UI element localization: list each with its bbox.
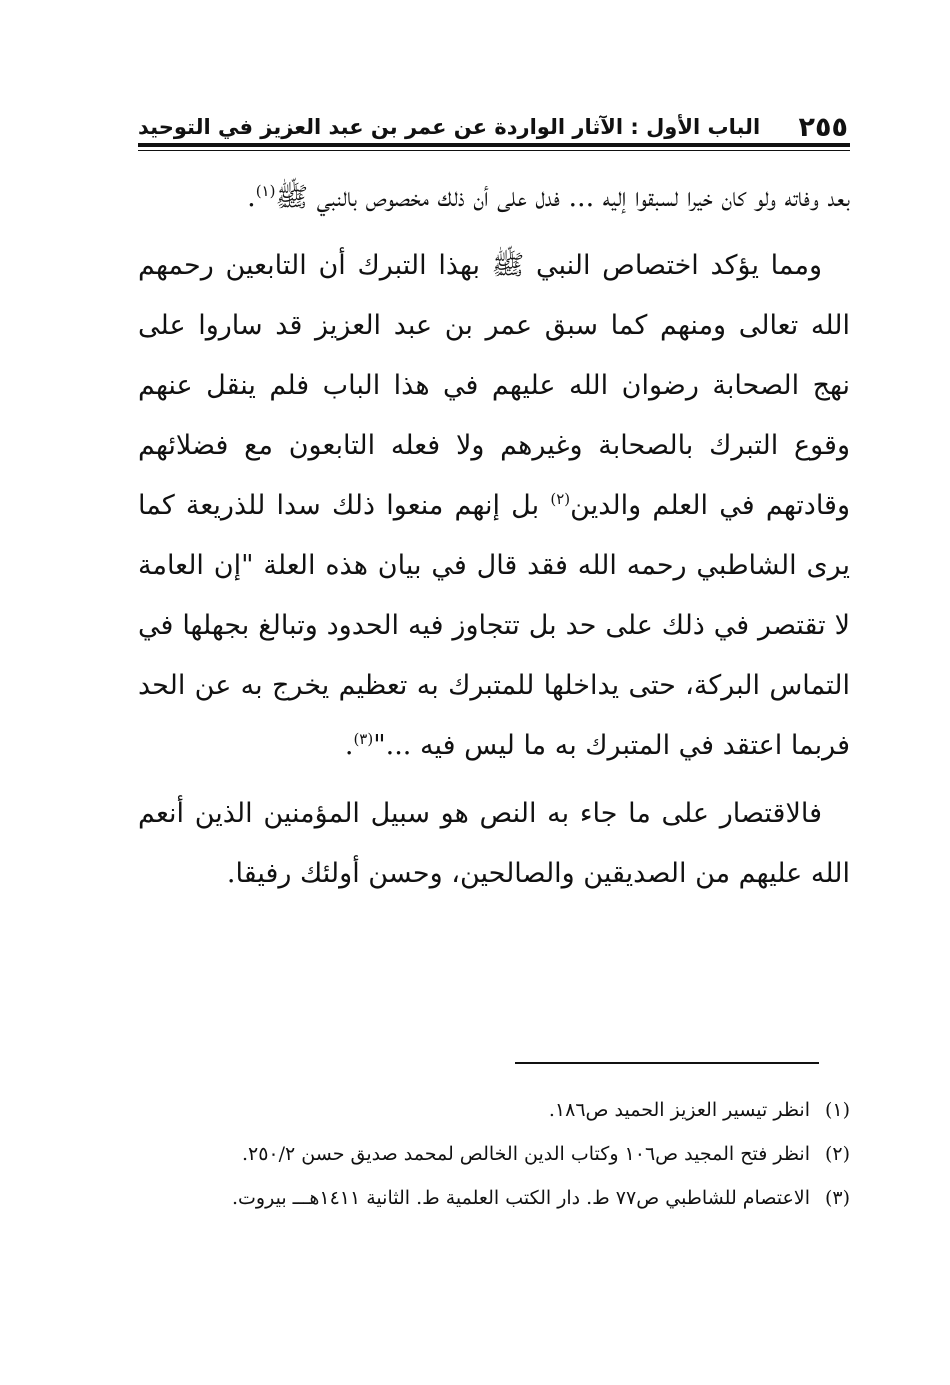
footnote-ref-3[interactable]: (٣) [353, 730, 374, 748]
footnote-2-marker: (٢) [824, 1143, 850, 1165]
footnote-3-text: الاعتصام للشاطبي ص٧٧ ط. دار الكتب العلمية ط. الثانية ١٤١١هـــ بيروت. [232, 1187, 810, 1209]
footnote-1-text: انظر تيسير العزيز الحميد ص١٨٦. [548, 1099, 810, 1121]
footnote-2-text: انظر فتح المجيد ص١٠٦ وكتاب الدين الخالص لمحمد صديق حسن ٢٥٠/٢. [241, 1143, 810, 1165]
running-header [138, 106, 848, 148]
paragraph-1-end: . [247, 182, 256, 213]
paragraph-3 [138, 784, 850, 904]
paragraph-2-text-b: بل إنهم منعوا ذلك سدا للذريعة كما يرى الشاطبي رحمه الله فقد قال في بيان هذه العلة "إن العامة لا تقتصر في ذلك على حد بل تتجاوز فيه الحدود وتبالغ بجهلها في التماس البركة، حتى يداخلها للمتبرك به تعظيم يخرج به عن الحد فربما اعتقد في المتبرك به ما ليس فيه ..." [138, 490, 850, 761]
paragraph-2-end: . [344, 730, 354, 761]
footnote-1-marker: (١) [824, 1099, 850, 1121]
footnote-2 [138, 1132, 850, 1176]
footnote-separator [515, 1062, 819, 1064]
footnote-ref-1[interactable]: (١) [255, 182, 276, 200]
footnote-1 [138, 1088, 850, 1132]
footnote-ref-2[interactable]: (٢) [550, 490, 571, 508]
paragraph-2-text-a: ومما يؤكد اختصاص النبي ﷺ بهذا التبرك أن التابعين رحمهم الله تعالى ومنهم كما سبق عمر بن عبد العزيز قد ساروا على نهج الصحابة رضوان الله عليهم في هذا الباب فلم ينقل عنهم وقوع التبرك بالصحابة وغيرهم ولا فعله التابعون مع فضلائهم وقادتهم في العلم والدين [138, 250, 850, 521]
header-rule-thick [138, 143, 850, 147]
footnote-3 [138, 1176, 850, 1220]
paragraph-3-text: فالاقتصار على ما جاء به النص هو سبيل المؤمنين الذين أنعم الله عليهم من الصديقين والصالحين، وحسن أولئك رفيقا. [138, 798, 850, 889]
body-text [138, 168, 850, 912]
paragraph-1-text: بعد وفاته ولو كان خيرا لسبقوا إليه ... فدل على أن ذلك مخصوص بالنبي ﷺ [275, 182, 850, 213]
chapter-title: الباب الأول : الآثار الواردة عن عمر بن عبد العزيز في التوحيد [138, 115, 761, 139]
paragraph-1 [138, 168, 850, 228]
footnote-3-marker: (٣) [824, 1187, 850, 1209]
footnotes [138, 1088, 850, 1220]
page-number: ٢٥٥ [798, 111, 848, 143]
paragraph-2 [138, 236, 850, 776]
header-rule-thin [138, 150, 850, 151]
